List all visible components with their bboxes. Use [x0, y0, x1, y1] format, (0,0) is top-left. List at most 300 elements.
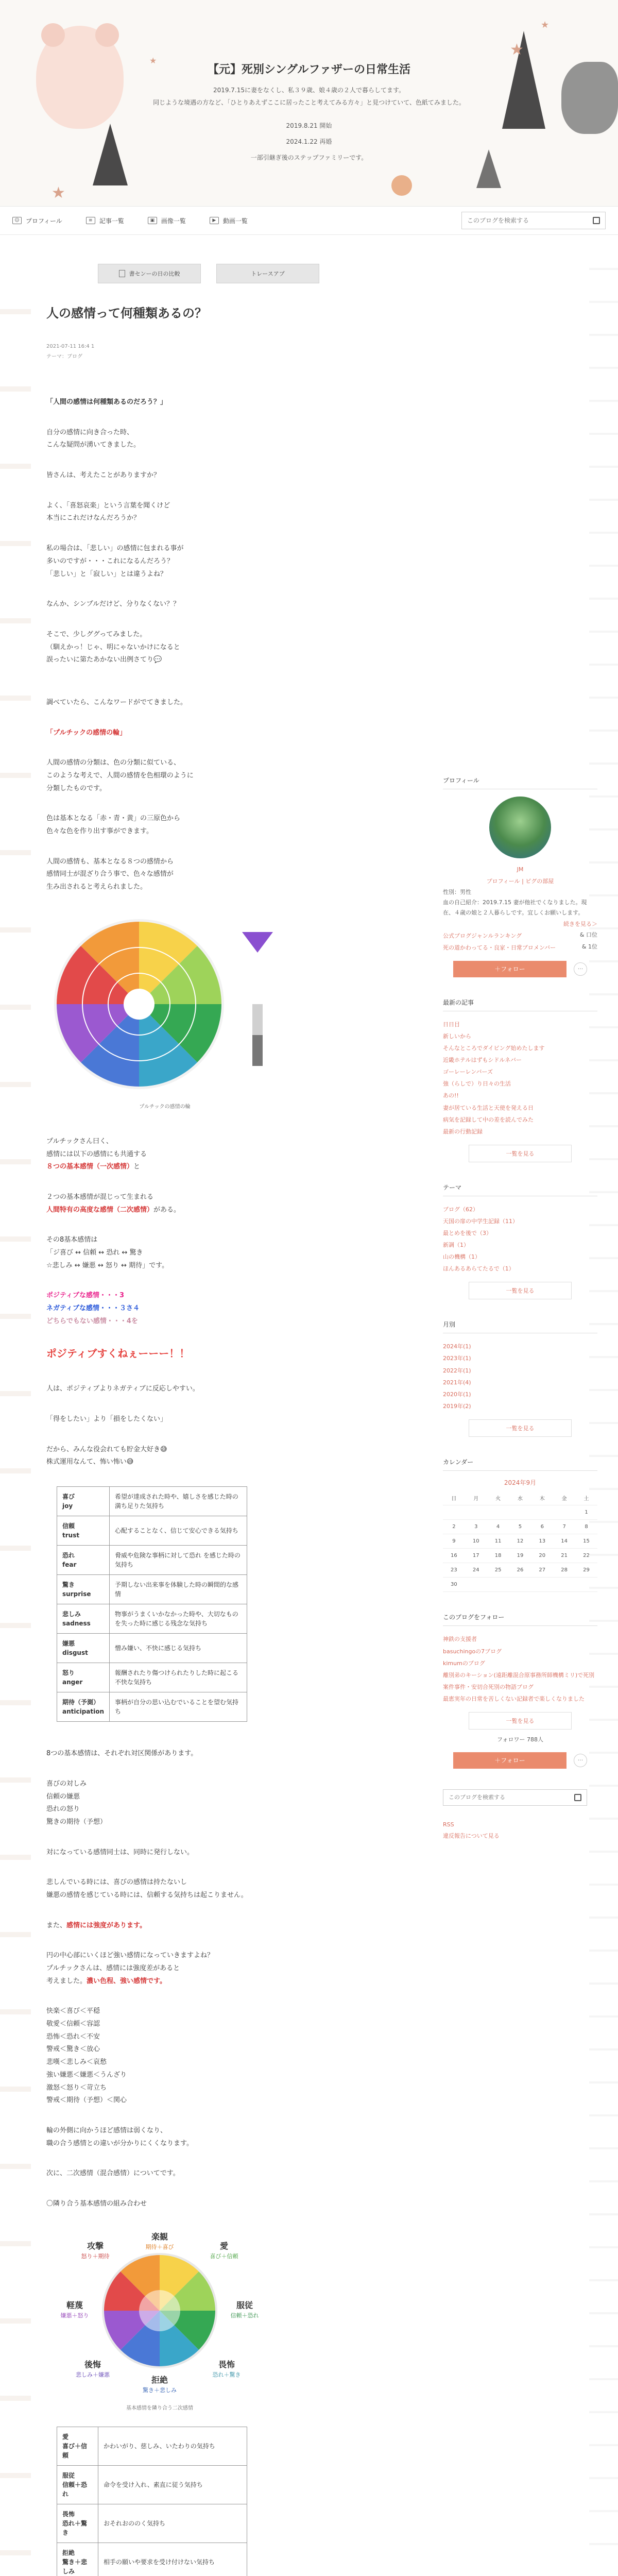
calendar-day[interactable]: 5 — [509, 1520, 531, 1534]
text-line: 悲しんでいる時には、喜びの感情は持たないし — [46, 1878, 187, 1887]
emotion-key — [57, 1546, 110, 1575]
sidebar-heading-profile: プロフィール — [443, 776, 597, 789]
theme-link[interactable]: 山の機構（1） — [443, 1253, 480, 1261]
family-note: 一部引継ぎ後のステップファミリーです。 — [250, 154, 368, 162]
emotion-name-ja: 嫌悪 — [62, 1640, 75, 1648]
calendar-weekday: 金 — [553, 1491, 575, 1505]
text-line: ☆悲しみ ↔ 嫌悪 ↔ 怒り ↔ 期待」です。 — [46, 1261, 169, 1269]
text-line: 本当にこれだけなんだろうか？ — [46, 514, 141, 522]
nav-label: 画像一覧 — [161, 217, 186, 225]
calendar-week — [443, 1520, 597, 1534]
theme-link[interactable]: ブログ（62） — [443, 1206, 478, 1213]
archive-more-button[interactable]: 一覧を見る — [469, 1419, 572, 1437]
paragraph — [46, 2005, 381, 2107]
orange-circle — [391, 175, 412, 196]
calendar-day — [509, 1505, 531, 1520]
emotion-key — [57, 1634, 110, 1663]
highlight: 感情には強度があります。 — [66, 1921, 146, 1929]
archive-link[interactable]: 2022年(1) — [443, 1367, 471, 1374]
table-row — [57, 1546, 247, 1575]
prev-article-button[interactable] — [98, 264, 201, 283]
more-options-button[interactable]: ··· — [574, 1754, 587, 1767]
article-theme[interactable]: テーマ：ブログ — [46, 354, 82, 360]
sidebar-heading-theme: テーマ — [443, 1183, 597, 1196]
image-icon: ▣ — [148, 217, 157, 224]
calendar-day — [575, 1578, 597, 1592]
wheel-label: 愛 — [219, 2241, 229, 2251]
text-line: その8基本感情は — [46, 1236, 98, 1244]
text-line: 輪の外側に向かうほど感情は弱くなり、 — [46, 2126, 167, 2134]
calendar-day[interactable]: 22 — [575, 1549, 597, 1563]
report-link[interactable]: 違反報告について見る — [443, 1832, 500, 1839]
paragraph: 次に、二次感情（混合感情）についてです。 — [46, 2170, 180, 2178]
calendar-month: 2024年9月 — [504, 1479, 537, 1486]
paragraph — [46, 543, 381, 581]
nav-label: 動画一覧 — [222, 217, 248, 225]
nav-images[interactable] — [148, 216, 186, 225]
text-line: 職の合う感情との違いが分かりにくくなります。 — [46, 2139, 193, 2147]
emotion-desc: 希望が達成された時や、嬉しさを感じた時の満ち足りた気持ち — [110, 1487, 247, 1516]
bear-ear — [41, 23, 65, 47]
emotion-key — [57, 1516, 110, 1546]
emotion-desc: 心配することなく、信じて安心できる気持ち — [110, 1516, 247, 1546]
calendar-day[interactable]: 26 — [509, 1563, 531, 1578]
wheel-sublabel: 恐れ＋驚き — [212, 2371, 241, 2378]
nav-label: プロフィール — [26, 217, 62, 225]
calendar-day[interactable]: 21 — [553, 1549, 575, 1563]
theme-link[interactable]: ほんあるあらてたるで（1） — [443, 1265, 514, 1273]
negative-count: ネガティブな感情・・・３さ４ — [46, 1304, 140, 1312]
emotion-key — [57, 1575, 110, 1604]
emotion-key — [57, 1692, 110, 1722]
wheel-sublabel: 怒り＋期待 — [81, 2252, 110, 2260]
follower-link[interactable]: 神鉄の支援者 — [443, 1636, 477, 1643]
emotion-name-ja: 悲しみ — [62, 1611, 81, 1618]
recent-article-link[interactable]: そんなところでダイビング始めたします — [443, 1045, 545, 1052]
read-more-link[interactable]: 続きを見る＞ — [563, 920, 597, 927]
paragraph — [46, 1444, 381, 1469]
wheel-label: 軽蔑 — [66, 2300, 83, 2310]
recent-article-link[interactable]: あの!! — [443, 1092, 459, 1099]
wolf-illustration — [561, 62, 618, 134]
emotion-formula: 喜び＋信頼 — [62, 2442, 88, 2459]
article-meta — [46, 342, 381, 362]
table-row — [57, 1634, 247, 1663]
text-line: 快楽＜喜び＜平穏 — [46, 2007, 100, 2015]
recent-article-link[interactable]: 妻が居ている生活と天使を発える日 — [443, 1104, 534, 1111]
blog-header — [0, 0, 618, 206]
table-row — [57, 2427, 247, 2465]
emotion-key — [57, 2427, 98, 2465]
paragraph — [46, 1136, 381, 1174]
emotion-desc: 物事がうまくいかなかった時や、大切なものを失った時に感じる残念な気持ち — [110, 1604, 247, 1634]
emotion-name-ja: 怒り — [62, 1669, 75, 1677]
emotion-name-en: disgust — [62, 1649, 88, 1657]
wheel-sublabel: 悲しみ＋嫌悪 — [76, 2371, 110, 2378]
paragraph — [46, 629, 381, 667]
theme-list — [443, 1204, 597, 1275]
archive-link[interactable]: 2023年(1) — [443, 1355, 471, 1362]
wheel-label: 拒絶 — [151, 2375, 168, 2385]
emotion-formula: 恐れ＋驚き — [62, 2519, 88, 2536]
list-icon: ≡ — [86, 217, 95, 224]
emotion-key — [57, 1487, 110, 1516]
emotion-name: 愛 — [62, 2433, 69, 2441]
calendar-day[interactable]: 3 — [465, 1520, 487, 1534]
calendar-day — [443, 1505, 465, 1520]
text-line: 円の中心部にいくほど強い感情になっていきますよね？ — [46, 1952, 214, 1960]
wheel-label: 後悔 — [84, 2359, 101, 2369]
header-search — [461, 212, 606, 229]
section-heading: 「プルチックの感情の輪」 — [46, 728, 127, 737]
recent-more-button[interactable]: 一覧を見る — [469, 1145, 572, 1162]
text-line: 感情には以下の感情にも共通する — [46, 1150, 147, 1158]
text-line: 人間の感情も、基本となる８つの感情から — [46, 857, 174, 866]
table-row — [57, 2543, 247, 2576]
emotion-desc: 報酬されたり傷つけられたりした時に起こる不快な気持ち — [110, 1663, 247, 1692]
desc-line: 同じような境遇の方など、「ひとりあえずここに居ったこと考えてみる方々」と見つけていて、色紙てみました。 — [153, 99, 465, 106]
emotion-name-ja: 喜び — [62, 1493, 75, 1501]
wheel-label: 攻撃 — [87, 2241, 104, 2251]
recent-article-link[interactable]: 日日目 — [443, 1021, 460, 1028]
calendar-day[interactable]: 16 — [443, 1549, 465, 1563]
sidebar-heading-archive: 月別 — [443, 1320, 597, 1333]
table-row — [57, 1604, 247, 1634]
calendar-weekday: 日 — [443, 1491, 465, 1505]
emphasis-headline: ポジティブすくねぇーーー！！ — [46, 1347, 190, 1360]
video-icon: ▶ — [210, 217, 219, 224]
calendar-day — [531, 1578, 553, 1592]
archive-link[interactable]: 2020年(1) — [443, 1391, 471, 1398]
sidebar-search-input[interactable] — [449, 1794, 574, 1801]
ranking-link[interactable]: 死の道かわってる・良家・日常ブロメンバー — [443, 944, 556, 951]
paragraph: 「人間の感情は何種類あるのだろう？」 — [46, 398, 167, 406]
rss-link[interactable]: RSS — [443, 1821, 454, 1828]
paragraph — [46, 2125, 381, 2150]
wheel-label: 服従 — [236, 2300, 253, 2310]
document-icon — [119, 270, 125, 277]
archive-list — [443, 1341, 597, 1412]
emotion-name-en: surprise — [62, 1590, 91, 1598]
paragraph — [46, 427, 381, 452]
paragraph: 8つの基本感情は、それぞれ対区関係があります。 — [46, 1750, 198, 1758]
bear-ear — [95, 23, 119, 47]
paragraph — [46, 1950, 381, 1988]
tree-illustration — [93, 124, 128, 185]
text-line: プルチックさんは、感情には強度差があると — [46, 1964, 180, 1972]
text-line: 激怒＜怒り＜苛立ち — [46, 2083, 107, 2092]
emotion-name: 服従 — [62, 2471, 75, 2479]
table-row — [57, 2465, 247, 2504]
star-icon: ★ — [149, 56, 157, 65]
calendar-weekday: 月 — [465, 1491, 487, 1505]
follower-list — [443, 1633, 597, 1705]
emotion-formula: 驚き＋悲しみ — [62, 2558, 88, 2575]
paragraph — [46, 1778, 381, 1829]
calendar-day[interactable]: 9 — [443, 1534, 465, 1549]
emotion-name-ja: 期待（予測） — [62, 1699, 100, 1706]
text-line: 恐怖＜恐れ＜不安 — [46, 2032, 100, 2041]
calendar-day[interactable]: 28 — [553, 1563, 575, 1578]
text-line: 人間の感情の分類は、色の分類に似ている、 — [46, 759, 181, 767]
ranking-row — [443, 930, 597, 942]
button-label: トレースアプ — [251, 270, 285, 277]
ranking-value: & 1位 — [581, 943, 597, 950]
sidebar-heading-followers: このブログをフォロー — [443, 1613, 597, 1626]
star-icon: ★ — [52, 184, 65, 202]
tree-illustration — [502, 31, 545, 129]
calendar-week — [443, 1549, 597, 1563]
paragraph — [46, 500, 381, 525]
calendar-day — [509, 1578, 531, 1592]
person-icon: ☺ — [12, 217, 22, 224]
profile-avatar[interactable] — [489, 796, 551, 858]
recent-article-link[interactable]: 新しいから — [443, 1032, 471, 1040]
text-line: 嫌悪の感情を感じている時には、信頼する気持ちは起こりません。 — [46, 1891, 248, 1899]
star-icon: ★ — [510, 41, 524, 59]
emotion-name-en: sadness — [62, 1620, 91, 1628]
wheel-sublabel: 信頼＋恐れ — [230, 2312, 259, 2319]
nav-label: 記事一覧 — [99, 217, 124, 225]
text-line: 生み出されると考えられました。 — [46, 883, 147, 891]
recent-articles-list — [443, 1019, 597, 1138]
emotion-desc: 命令を受け入れ、素直に従う気持ち — [98, 2465, 247, 2504]
calendar-day[interactable]: 8 — [575, 1520, 597, 1534]
calendar-day[interactable]: 25 — [487, 1563, 509, 1578]
recent-article-link[interactable]: 最新の行動記録 — [443, 1128, 483, 1135]
followers-more-button[interactable]: 一覧を見る — [469, 1712, 572, 1730]
calendar-day[interactable]: 18 — [487, 1549, 509, 1563]
theme-link[interactable]: 天国の扉の中学生記録（11） — [443, 1217, 518, 1225]
next-article-button[interactable] — [216, 264, 319, 283]
emotion-name: 拒絶 — [62, 2549, 75, 2556]
ranking-link[interactable]: 公式プログジャンルランキング — [443, 932, 522, 939]
text-line: （馴えかっ！じゃ、明にゃないかけになると — [46, 643, 180, 651]
calendar-day — [465, 1505, 487, 1520]
calendar-day — [553, 1505, 575, 1520]
emotion-desc: 脅威や危険な事柄に対して恐れ を感じた時の気持ち — [110, 1546, 247, 1575]
follow-button[interactable]: ＋フォロー — [453, 961, 566, 977]
highlight: 濃い色程、強い感情です。 — [87, 1977, 166, 1985]
emotion-name-ja: 恐れ — [62, 1552, 75, 1560]
follower-link[interactable]: kimumのブログ — [443, 1659, 485, 1667]
text-fragment: と — [133, 1163, 141, 1171]
calendar-day[interactable]: 11 — [487, 1534, 509, 1549]
follower-link[interactable]: 離別弟のキーション(遠距離混合原事務所師機構ミリ)で死別案件事件・安切合死別の物語ブログ — [443, 1671, 595, 1690]
figure-caption: 基本感情を隣り合う二次感情 — [126, 2405, 193, 2411]
text-line: 感情同士が混ざり合う事で、色々な感情が — [46, 870, 174, 878]
secondary-wheel-image — [52, 2228, 268, 2398]
sidebar — [443, 235, 597, 2576]
follower-count: フォロワー 788人 — [497, 1736, 543, 1743]
recent-article-link[interactable]: 近畿ホテルはずもシドルネバー — [443, 1057, 522, 1064]
text-fragment: また、 — [46, 1921, 67, 1929]
rss-section — [443, 1819, 597, 1842]
follower-link[interactable]: 最恵実年の日常を苦しくない記録者で楽しくなりました — [443, 1695, 585, 1702]
text-line: 「悲しい」と「寂しい」とは違うよね？ — [46, 570, 167, 578]
figure-caption: プルチックの感情の輪 — [139, 1104, 191, 1110]
follow-row — [443, 961, 597, 977]
calendar-day[interactable]: 6 — [531, 1520, 553, 1534]
calendar-week — [443, 1505, 597, 1520]
text-line: ２つの基本感情が混じって生まれる — [46, 1193, 154, 1201]
sidebar-heading-calendar: カレンダー — [443, 1458, 597, 1471]
wheel-label: 畏怖 — [218, 2359, 235, 2369]
calendar-week — [443, 1534, 597, 1549]
ranking-value: & 口位 — [579, 931, 597, 938]
calendar-day[interactable]: 17 — [465, 1549, 487, 1563]
remarriage-date: 2024.1.22 再婚 — [286, 138, 332, 146]
emotion-key — [57, 2504, 98, 2543]
plutchik-wheel-image — [46, 911, 283, 1097]
emotion-key — [57, 1604, 110, 1634]
tree-illustration — [476, 149, 501, 188]
paragraph — [46, 812, 381, 838]
follower-link[interactable]: basuchingoの7ブログ — [443, 1648, 502, 1655]
text-line: 警戒＜驚き＜放心 — [46, 2045, 100, 2054]
wheel-sublabel: 期待＋喜び — [145, 2243, 174, 2250]
calendar-day[interactable]: 30 — [443, 1578, 465, 1592]
recent-article-link[interactable]: 病気を記録して中の差を読んでみた — [443, 1116, 534, 1123]
wheel-sublabel: 喜び＋信頼 — [210, 2252, 238, 2260]
calendar-day[interactable]: 20 — [531, 1549, 553, 1563]
search-icon[interactable] — [593, 217, 600, 224]
calendar-day[interactable]: 7 — [553, 1520, 575, 1534]
calendar-day — [531, 1505, 553, 1520]
emotion-table — [57, 1486, 247, 1722]
paragraph — [46, 1191, 381, 1216]
theme-more-button[interactable]: 一覧を見る — [469, 1282, 572, 1299]
calendar-day[interactable]: 12 — [509, 1534, 531, 1549]
archive-link[interactable]: 2021年(4) — [443, 1379, 471, 1386]
calendar-day[interactable]: 24 — [465, 1563, 487, 1578]
main-column — [46, 235, 397, 2576]
text-line: 驚きの期待（予想） — [46, 1818, 107, 1826]
highlight: ８つの基本感情（一次感情） — [46, 1163, 134, 1171]
text-line: 自分の感情に向き合った時、 — [46, 428, 134, 436]
calendar-day[interactable]: 13 — [531, 1534, 553, 1549]
paragraph: なんか、シンプルだけど、分りなくない？？ — [46, 600, 180, 608]
calendar-weekday: 木 — [531, 1491, 553, 1505]
article-title[interactable]: 人の感情って何種類あるの？ — [46, 306, 207, 320]
calendar-day — [553, 1578, 575, 1592]
table-row — [57, 1575, 247, 1604]
text-line: 恐れの怒り — [46, 1805, 80, 1814]
theme-link[interactable]: 最とめを後で（3） — [443, 1229, 492, 1236]
text-line: 色々な色を作り出す事ができます。 — [46, 827, 153, 836]
calendar-day — [465, 1578, 487, 1592]
text-line: だから、みんな役会れても貯金大好き😅 — [46, 1445, 167, 1453]
text-line: 誤ったいに第たあかない出例さてり💬 — [46, 656, 162, 664]
calendar-day[interactable]: 10 — [465, 1534, 487, 1549]
text-fragment: 考えました。 — [46, 1977, 87, 1985]
secondary-emotion-wheel — [52, 2228, 268, 2411]
search-icon[interactable] — [574, 1794, 581, 1801]
nav-articles[interactable] — [86, 216, 124, 225]
emotion-desc: おそれおののく気持ち — [98, 2504, 247, 2543]
text-line: 私の場合は、「悲しい」の感情に包まれる事が — [46, 545, 184, 553]
calendar-day[interactable]: 23 — [443, 1563, 465, 1578]
calendar-day[interactable]: 2 — [443, 1520, 465, 1534]
calendar-day[interactable]: 4 — [487, 1520, 509, 1534]
desc-line: 2019.7.15に妻をなくし、私３９歳、娘４歳の２人で暮らしてます。 — [213, 87, 405, 94]
emotion-formula: 信頼＋恐れ — [62, 2481, 88, 2498]
wheel-sublabel: 嫌悪＋怒り — [60, 2312, 89, 2319]
text-line: 多いのですが・・・これになるんだろう？ — [46, 557, 174, 565]
paragraph — [46, 856, 381, 894]
table-row — [57, 1516, 247, 1546]
archive-link[interactable]: 2019年(2) — [443, 1402, 471, 1410]
calendar-day[interactable]: 19 — [509, 1549, 531, 1563]
neutral-count: どちらでもない感情・・・4を — [46, 1317, 138, 1325]
text-line: 強い嫌悪＜嫌悪＜うんざり — [46, 2071, 127, 2079]
article-date: 2021-07-11 16:4 1 — [46, 344, 95, 349]
table-row — [57, 1487, 247, 1516]
wheel-sublabel: 驚き＋悲しみ — [143, 2386, 177, 2394]
calendar-day[interactable]: 14 — [553, 1534, 575, 1549]
calendar-week — [443, 1563, 597, 1578]
ranking-row — [443, 942, 597, 954]
follow-row-2 — [443, 1752, 597, 1769]
paragraph: 対になっている感情同士は、同時に発行しない。 — [46, 1848, 194, 1856]
profile-name[interactable]: JM — [517, 866, 524, 873]
emotion-desc: 相手の願いや要求を受け付けない気持ち — [98, 2543, 247, 2576]
calendar-day[interactable]: 27 — [531, 1563, 553, 1578]
text-line: 敬愛＜信頼＜容認 — [46, 2020, 100, 2028]
search-input[interactable] — [467, 217, 593, 224]
emotion-key — [57, 1663, 110, 1692]
calendar-week — [443, 1578, 597, 1592]
calendar-day[interactable]: 1 — [575, 1505, 597, 1520]
recent-article-link[interactable]: ゴーレーレンバーズ — [443, 1069, 493, 1076]
calendar-day — [487, 1505, 509, 1520]
emotion-desc: 事柄が自分の思い込むでいることを望む気持ち — [110, 1692, 247, 1722]
recent-article-link[interactable]: 強（らしで）り日々の生活 — [443, 1080, 511, 1088]
text-line: 警戒＜期待（予想）＜関心 — [46, 2096, 127, 2105]
emotion-desc: 憎み嫌い、不快に感じる気持ち — [110, 1634, 247, 1663]
follow-button-2[interactable]: ＋フォロー — [453, 1752, 566, 1769]
positive-count: ポジティブな感情・・・3 — [46, 1292, 125, 1300]
profile-links[interactable]: プロフィール | ピグの部屋 — [486, 878, 554, 885]
nav-profile[interactable] — [12, 216, 62, 225]
paragraph: 人は、ポジティブよりネガティブに反応しやすい。 — [46, 1385, 199, 1393]
button-label: 書センーの日の比較 — [129, 270, 180, 277]
emotion-name-en: anticipation — [62, 1708, 105, 1716]
text-line: よく、「喜怒哀楽」という言葉を聞くけど — [46, 501, 170, 510]
content-wrap — [0, 235, 618, 2576]
calendar-day[interactable]: 29 — [575, 1563, 597, 1578]
emotion-name: 畏怖 — [62, 2510, 75, 2518]
calendar-weekday: 土 — [575, 1491, 597, 1505]
paragraph — [46, 1876, 381, 1902]
archive-link[interactable]: 2024年(1) — [443, 1343, 471, 1350]
emotion-name-ja: 信頼 — [62, 1522, 75, 1530]
calendar-weekday: 水 — [509, 1491, 531, 1505]
paragraph — [46, 757, 381, 795]
text-fragment: がある。 — [153, 1206, 181, 1214]
nav-videos[interactable] — [210, 216, 248, 225]
table-row — [57, 1663, 247, 1692]
paragraph: 調べていたら、こんなワードがでてきました。 — [46, 698, 187, 706]
emotion-desc: 予期しない出来事を体験した時の瞬間的な感情 — [110, 1575, 247, 1604]
calendar-day[interactable]: 15 — [575, 1534, 597, 1549]
global-nav — [0, 206, 618, 235]
article — [46, 283, 381, 2576]
more-options-button[interactable]: ··· — [574, 962, 587, 976]
theme-link[interactable]: 新調（1） — [443, 1242, 469, 1249]
paragraph — [46, 1290, 381, 1328]
blog-title[interactable]: 【元】死別シングルファザーの日常生活 — [208, 63, 410, 76]
